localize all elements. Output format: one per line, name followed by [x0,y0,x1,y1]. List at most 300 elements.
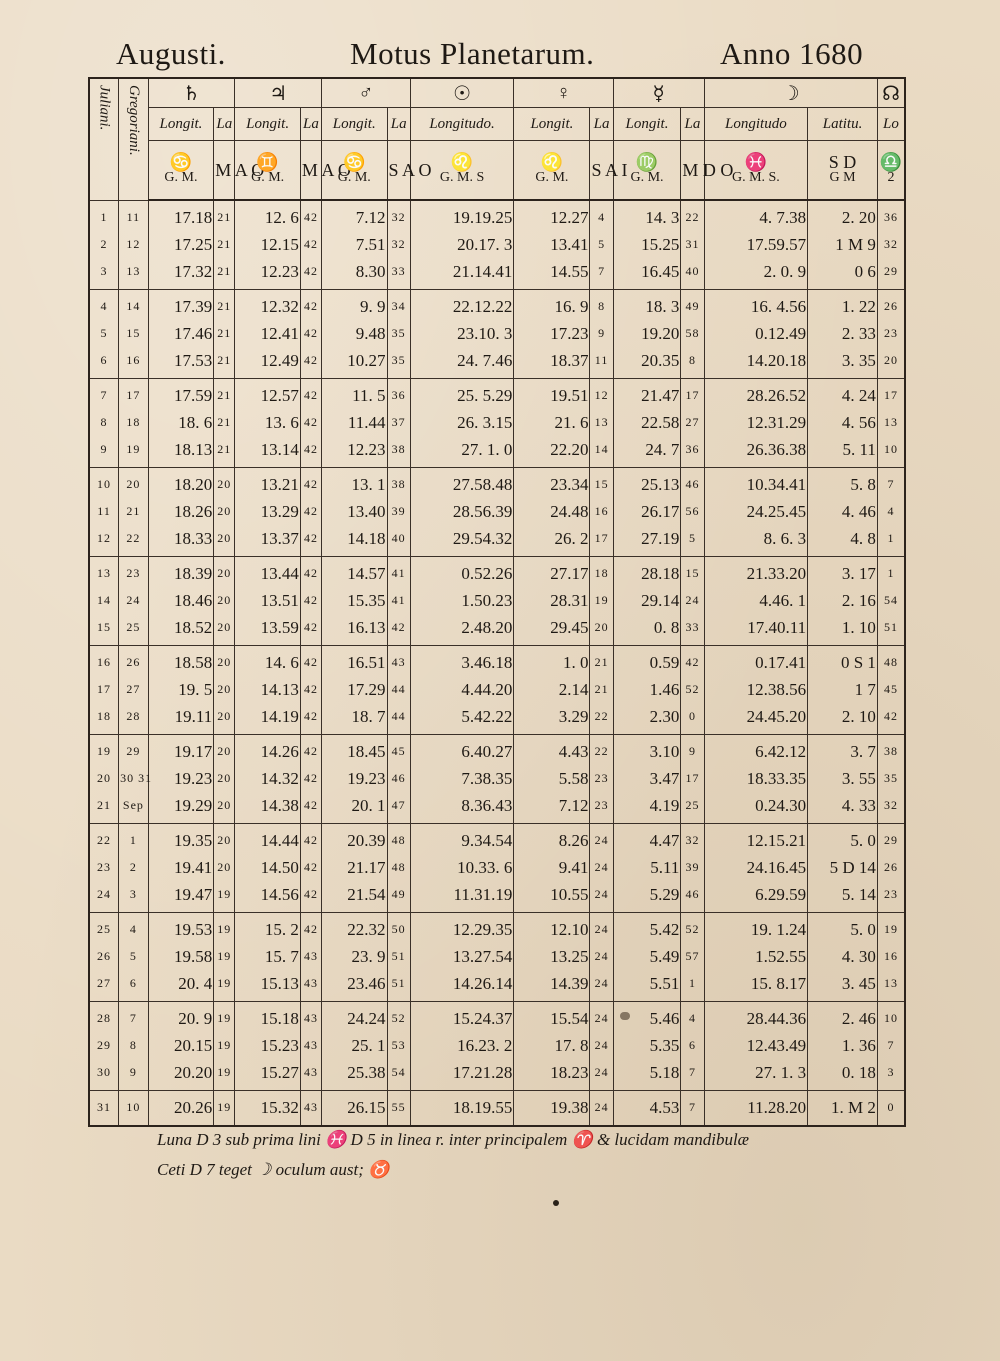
table-cell: 15 [681,557,704,588]
page-mark [553,1200,559,1206]
table-cell: 17.32 [148,258,214,290]
moon-symbol: ☽ [704,78,877,108]
table-cell: 15.23 [235,1032,301,1059]
row-group [89,824,905,913]
table-cell: 12. 6 [235,200,301,231]
table-cell: 1.52.55 [704,943,808,970]
table-cell: 23 [590,765,613,792]
table-cell: 42 [300,320,321,347]
table-cell: 42 [300,258,321,290]
table-row [89,735,905,766]
table-cell: 54 [387,1059,410,1091]
table-cell: 12.15 [235,231,301,258]
table-cell: 3 [119,881,149,913]
table-cell: 26 [877,854,905,881]
table-cell: 18.20 [148,468,214,499]
table-cell: 3.46.18 [410,646,514,677]
table-cell: 20 [214,557,235,588]
table-cell: 26. 2 [514,525,590,557]
table-cell: 4.43 [514,735,590,766]
table-cell: 14.57 [322,557,388,588]
venus-symbol: ♀ [514,78,613,108]
table-cell: 13 [590,409,613,436]
table-cell: 24 [590,1002,613,1033]
table-cell: 43 [300,1002,321,1033]
table-cell: 23 [590,792,613,824]
table-cell: 16.51 [322,646,388,677]
table-cell: 3.10 [613,735,681,766]
table-cell: 7.38.35 [410,765,514,792]
table-cell: 29.14 [613,587,681,614]
table-cell: 19.38 [514,1091,590,1127]
table-cell: 35 [387,347,410,379]
table-cell: 57 [681,943,704,970]
table-cell: 31 [681,231,704,258]
zodiac-sign: M A O [215,159,265,180]
table-cell: 22.12.22 [410,290,514,321]
column-label: Longitudo. [410,108,514,141]
table-cell: 15.25 [613,231,681,258]
table-cell: 42 [300,557,321,588]
row-group [89,557,905,646]
column-label: Lo [877,108,905,141]
table-cell: 18.52 [148,614,214,646]
table-cell: 18.58 [148,646,214,677]
table-cell: 1 M 9 [808,231,878,258]
table-cell: 6 [681,1032,704,1059]
table-row [89,646,905,677]
table-cell: 21 [214,409,235,436]
table-cell: 18.46 [148,587,214,614]
table-row [89,498,905,525]
table-cell: 42 [300,587,321,614]
table-cell: 19.53 [148,913,214,944]
table-cell: 10.27 [322,347,388,379]
table-cell: 20 [214,525,235,557]
table-cell: 12.31.29 [704,409,808,436]
table-cell: 46 [681,881,704,913]
table-cell: 20 [590,614,613,646]
table-cell: 42 [300,854,321,881]
table-cell: 20 [214,676,235,703]
table-cell: 32 [877,792,905,824]
table-cell: 27. 1. 3 [704,1059,808,1091]
table-cell: 43 [300,1091,321,1127]
table-cell: 0.24.30 [704,792,808,824]
table-cell: 50 [387,913,410,944]
table-cell: 12.49 [235,347,301,379]
table-cell: 7.12 [322,200,388,231]
table-cell: 4. 33 [808,792,878,824]
table-cell: 5. 14 [808,881,878,913]
table-cell: 11.44 [322,409,388,436]
table-cell: 22 [590,703,613,735]
table-cell: 8 [89,409,119,436]
table-cell: 27.19 [613,525,681,557]
table-cell: 26. 3.15 [410,409,514,436]
table-cell: 13.29 [235,498,301,525]
table-cell: 27 [681,409,704,436]
table-cell: 4 [89,290,119,321]
table-cell: 13 [877,409,905,436]
table-cell: 42 [300,200,321,231]
table-cell: 9.48 [322,320,388,347]
table-cell: 0. 8 [613,614,681,646]
table-cell: 6.40.27 [410,735,514,766]
table-cell: 9. 9 [322,290,388,321]
table-cell: 9 [681,735,704,766]
table-cell: 5.11 [613,854,681,881]
table-cell: 20 [214,587,235,614]
table-cell: 27. 1. 0 [410,436,514,468]
table-cell: 17. 8 [514,1032,590,1059]
table-cell: 31 [89,1091,119,1127]
table-cell: 32 [877,231,905,258]
table-cell: 11. 5 [322,379,388,410]
table-cell: 46 [387,765,410,792]
table-cell: 5 [681,525,704,557]
table-cell: 21.17 [322,854,388,881]
zodiac-sign: ♓ [744,152,768,172]
table-cell: 2. 0. 9 [704,258,808,290]
table-cell: 24 [590,1091,613,1127]
row-group [89,379,905,468]
table-cell: 44 [387,676,410,703]
table-cell: 36 [387,379,410,410]
table-cell: 1.50.23 [410,587,514,614]
table-row [89,1059,905,1091]
unit-label: G. M. S [439,170,485,185]
table-cell: 20 [214,792,235,824]
table-cell: 13.25 [514,943,590,970]
table-cell: 42 [300,881,321,913]
table-cell: 1. 22 [808,290,878,321]
table-cell: 49 [387,881,410,913]
table-cell: 14.56 [235,881,301,913]
table-cell: 25. 1 [322,1032,388,1059]
table-cell: 20 [877,347,905,379]
table-cell: 3. 55 [808,765,878,792]
table-cell: 26.17 [613,498,681,525]
table-cell: 15.24.37 [410,1002,514,1033]
table-cell: 4.44.20 [410,676,514,703]
table-cell: 6 [89,347,119,379]
table-cell: 55 [387,1091,410,1127]
table-cell: 18.33.35 [704,765,808,792]
table-cell: 33 [387,258,410,290]
table-cell: 32 [387,231,410,258]
table-cell: 9.41 [514,854,590,881]
table-cell: 24 [590,943,613,970]
sign-cell [514,141,590,201]
table-row [89,436,905,468]
sign-cell [214,141,265,201]
table-cell: 7 [681,1059,704,1091]
ink-blot [620,1012,630,1020]
table-cell: 6.29.59 [704,881,808,913]
table-cell: 33 [681,614,704,646]
column-label: La [300,108,321,141]
table-cell: 54 [877,587,905,614]
table-cell: 18. 7 [322,703,388,735]
table-cell: 37 [387,409,410,436]
table-cell: 10.55 [514,881,590,913]
column-label: Latitu. [808,108,878,141]
table-cell: 42 [300,646,321,677]
table-cell: 1 7 [808,676,878,703]
jupiter-symbol: ♃ [235,78,322,108]
table-cell: 58 [681,320,704,347]
table-cell: 30 31 [119,765,149,792]
table-cell: 14.32 [235,765,301,792]
table-cell: 51 [387,943,410,970]
table-cell: 0.17.41 [704,646,808,677]
table-cell: 5.42.22 [410,703,514,735]
table-cell: 24 [119,587,149,614]
node-symbol: ☊ [877,78,905,108]
column-label: Longit. [235,108,301,141]
table-cell: 16 [119,347,149,379]
table-cell: 42 [300,436,321,468]
table-cell: 21 [214,436,235,468]
table-cell: 5.51 [613,970,681,1002]
table-cell: 42 [300,468,321,499]
table-cell: 13.44 [235,557,301,588]
table-cell: 21 [214,231,235,258]
table-cell: 9 [89,436,119,468]
table-cell: 13.37 [235,525,301,557]
table-cell: 0 [877,1091,905,1127]
table-cell: 1 [877,525,905,557]
table-cell: 32 [681,824,704,855]
table-cell: 2 [89,231,119,258]
table-cell: 14. 3 [613,200,681,231]
table-cell: 29.54.32 [410,525,514,557]
table-cell: 38 [877,735,905,766]
table-cell: 7.12 [514,792,590,824]
table-cell: 14.44 [235,824,301,855]
table-row [89,614,905,646]
table-cell: 23.46 [322,970,388,1002]
table-cell: 19 [214,1091,235,1127]
table-cell: 5 D 14 [808,854,878,881]
table-cell: 19 [877,913,905,944]
table-cell: 18 [119,409,149,436]
table-cell: 19 [590,587,613,614]
table-row [89,468,905,499]
row-group [89,1002,905,1091]
unit-label: G. M. S. [731,170,780,185]
table-cell: 48 [387,854,410,881]
table-cell: 27.17 [514,557,590,588]
table-cell: 7 [119,1002,149,1033]
table-cell: 11.31.19 [410,881,514,913]
table-cell: 23 [119,557,149,588]
table-cell: 9.34.54 [410,824,514,855]
sign-cell [808,141,878,201]
table-cell: 40 [681,258,704,290]
table-cell: 42 [300,347,321,379]
table-row [89,525,905,557]
table-cell: 17.39 [148,290,214,321]
table-cell: 12.15.21 [704,824,808,855]
sign-cell [681,141,734,201]
table-cell: 16 [590,498,613,525]
sun-symbol: ☉ [410,78,514,108]
table-cell: 20.39 [322,824,388,855]
table-cell: 18. 3 [613,290,681,321]
table-cell: 20.15 [148,1032,214,1059]
table-row [89,587,905,614]
table-cell: 21 [214,258,235,290]
table-row [89,347,905,379]
table-cell: 14.26 [235,735,301,766]
table-cell: 51 [387,970,410,1002]
table-cell: 21 [214,290,235,321]
table-cell: 3. 35 [808,347,878,379]
table-cell: 13.21 [235,468,301,499]
table-cell: 0.59 [613,646,681,677]
table-cell: 28 [119,703,149,735]
table-cell: 12.23 [322,436,388,468]
table-cell: 43 [387,646,410,677]
table-cell: 13.51 [235,587,301,614]
table-cell: 14.26.14 [410,970,514,1002]
table-cell: 17.59 [148,379,214,410]
table-cell: 19 [214,1059,235,1091]
table-cell: 14.38 [235,792,301,824]
table-cell: 29 [89,1032,119,1059]
column-label-row [89,108,905,141]
mercury-symbol: ☿ [613,78,704,108]
table-cell: 7 [681,1091,704,1127]
table-cell: 24 [590,1032,613,1059]
column-label: La [681,108,704,141]
table-cell: 17 [877,379,905,410]
table-cell: 28.56.39 [410,498,514,525]
table-cell: 3. 7 [808,735,878,766]
table-cell: 14 [590,436,613,468]
table-cell: 20 [214,824,235,855]
table-cell: 19.47 [148,881,214,913]
table-cell: 26.15 [322,1091,388,1127]
table-cell: 42 [300,676,321,703]
table-cell: 19.17 [148,735,214,766]
table-cell: 45 [877,676,905,703]
table-cell: 5. 0 [808,824,878,855]
table-cell: 10.34.41 [704,468,808,499]
table-cell: 42 [877,703,905,735]
table-cell: 48 [877,646,905,677]
table-cell: 24 [590,913,613,944]
table-cell: 22 [681,200,704,231]
table-cell: 10.33. 6 [410,854,514,881]
table-row [89,258,905,290]
table-cell: 3.47 [613,765,681,792]
table-cell: 0. 18 [808,1059,878,1091]
sign-cell [300,141,351,201]
table-cell: 16 [89,646,119,677]
table-cell: 44 [387,703,410,735]
table-cell: 42 [300,379,321,410]
page-title: Motus Planetarum. [350,36,595,71]
table-cell: 24 [590,881,613,913]
table-cell: 15. 7 [235,943,301,970]
table-row [89,1032,905,1059]
table-cell: 20.17. 3 [410,231,514,258]
table-cell: 26 [119,646,149,677]
table-cell: 14.18 [322,525,388,557]
table-row [89,703,905,735]
table-cell: 19.19.25 [410,200,514,231]
table-cell: 8.26 [514,824,590,855]
table-cell: 1 [877,557,905,588]
table-cell: 8 [119,1032,149,1059]
table-cell: 15.18 [235,1002,301,1033]
table-cell: 9 [119,1059,149,1091]
month-title: Augusti. [116,36,226,71]
table-cell: 3. 17 [808,557,878,588]
table-cell: 4.19 [613,792,681,824]
table-cell: 12.32 [235,290,301,321]
table-cell: 20 [214,854,235,881]
table-cell: 21. 6 [514,409,590,436]
table-cell: 29 [119,735,149,766]
table-cell: 14.50 [235,854,301,881]
table-row [89,200,905,231]
table-cell: 5.58 [514,765,590,792]
table-cell: 19 [214,943,235,970]
table-cell: 41 [387,557,410,588]
table-cell: 20 [214,765,235,792]
table-cell: 7 [877,1032,905,1059]
table-cell: 4.46. 1 [704,587,808,614]
table-cell: 45 [387,735,410,766]
table-row [89,676,905,703]
table-cell: 20.20 [148,1059,214,1091]
table-cell: 24.45.20 [704,703,808,735]
table-cell: 4 [877,498,905,525]
table-cell: 10 [877,436,905,468]
table-row [89,379,905,410]
table-cell: 18.45 [322,735,388,766]
table-row [89,320,905,347]
table-cell: 14.39 [514,970,590,1002]
table-cell: 1 [119,824,149,855]
table-cell: 2. 33 [808,320,878,347]
table-cell: 21 [214,379,235,410]
table-cell: 13.41 [514,231,590,258]
table-cell: Sep [119,792,149,824]
table-cell: 18 [590,557,613,588]
column-label: La [214,108,235,141]
table-cell: 8 [590,290,613,321]
table-cell: 5.35 [613,1032,681,1059]
table-cell: 2. 20 [808,200,878,231]
table-cell: 1. 36 [808,1032,878,1059]
table-cell: 4. 24 [808,379,878,410]
table-cell: 18.37 [514,347,590,379]
table-cell: 20 [214,735,235,766]
table-cell: 1 [681,970,704,1002]
table-cell: 23 [877,881,905,913]
table-cell: 38 [387,436,410,468]
unit-label: G. M. [630,170,664,185]
table-cell: 42 [387,614,410,646]
table-cell: 7 [89,379,119,410]
unit-label: 2 [887,170,895,185]
table-cell: 4. 30 [808,943,878,970]
